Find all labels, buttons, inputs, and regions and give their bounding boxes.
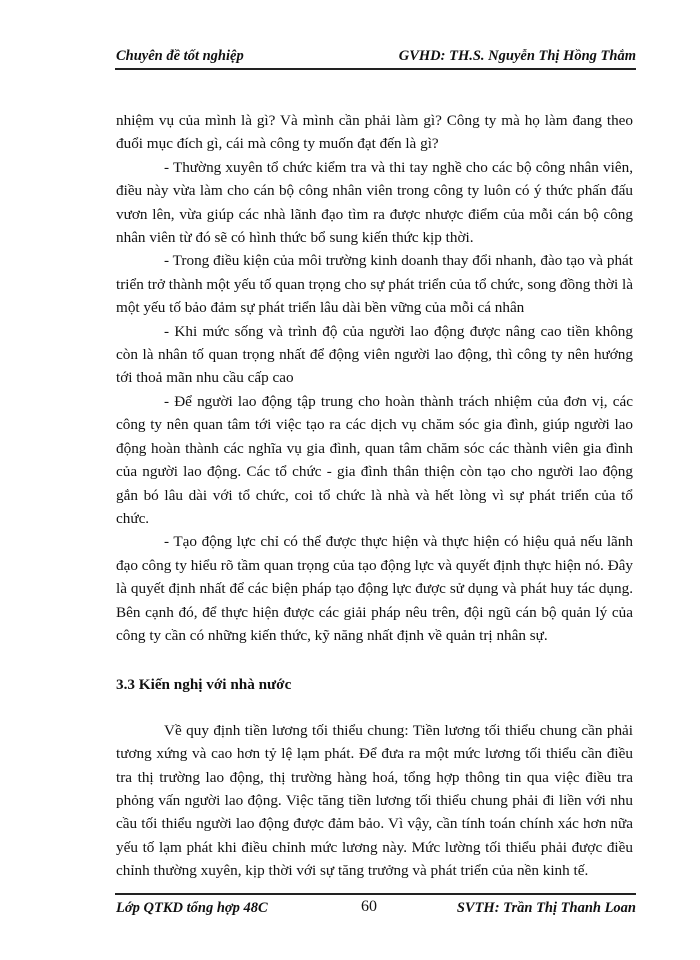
page-number: 60 — [361, 898, 377, 915]
paragraph-bullet-1: - Thường xuyên tổ chức kiểm tra và thi tay nghề cho các bộ công nhân viên, điều này vừa làm cho cán bộ công nhân viên trong công ty luôn có ý thức phấn đấu vươn lên, vừa giúp các nhà lãnh đạo tìm ra được nhược điểm của mỗi cán bộ công nhân viên từ đó sẽ có hình thức bổ sung kiến thức kịp thời. — [116, 158, 633, 247]
footer-student: SVTH: Trần Thị Thanh Loan — [456, 900, 636, 916]
paragraph-bullet-5: - Tạo động lực chỉ có thể được thực hiện và thực hiện có hiệu quả nếu lãnh đạo công ty hiểu rõ tầm quan trọng của tạo động lực và quyết định thực hiện nó. Đây là quyết định nhất để các biện pháp tạo động lực được sử dụng và phát huy tác dụng. Bên cạnh đó, để thực hiện được các giải pháp nêu trên, đội ngũ cán bộ quản lý của công ty cần có những kiến thức, kỹ năng nhất định về quản trị nhân sự. — [116, 533, 633, 644]
paragraph-bullet-4: - Để người lao động tập trung cho hoàn thành trách nhiệm của đơn vị, các công ty nên quan tâm tới việc tạo ra các dịch vụ chăm sóc gia đình, giúp người lao động hoàn thành các nghĩa vụ gia đình, quan tâm chăm sóc các thành viên gia đình của người lao động. Các tổ chức - gia đình thân thiện còn tạo cho người lao động gắn bó lâu dài với tổ chức, coi tổ chức là nhà và hết lòng vì sự phát triển của tổ chức. — [116, 392, 633, 527]
page-body — [116, 109, 633, 883]
page-header — [115, 46, 636, 70]
section-heading: 3.3 Kiến nghị với nhà nước — [116, 676, 292, 694]
paragraph-bullet-3: - Khi mức sống và trình độ của người lao động được nâng cao tiền không còn là nhân tố quan trọng nhất để động viên người lao động, thì công ty nên hướng tới thoả mãn nhu cầu cấp cao — [116, 322, 633, 387]
page-footer — [115, 893, 636, 919]
header-advisor: GVHD: TH.S. Nguyễn Thị Hồng Thắm — [398, 48, 636, 64]
paragraph-bullet-2: - Trong điều kiện của môi trường kinh doanh thay đổi nhanh, đào tạo và phát triển trở thành một yếu tố quan trọng cho sự phát triển của tổ chức, song đồng thời là một yếu tố bảo đảm sự phát triển lâu dài bền vững của mỗi cá nhân — [116, 252, 633, 317]
paragraph-continuation: nhiệm vụ của mình là gì? Và mình cần phải làm gì? Công ty mà họ làm đang theo đuổi mục đích gì, cái mà công ty muốn đạt đến là gì? — [116, 112, 633, 153]
header-document-type: Chuyên đề tốt nghiệp — [116, 48, 244, 64]
section-paragraph: Về quy định tiền lương tối thiểu chung: Tiền lương tối thiểu chung cần phải tương xứng và cao hơn tỷ lệ lạm phát. Để đưa ra một mức lương tối thiểu cần điều tra thị trường lao động, thị trường hàng hoá, tổng hợp thông tin qua việc điều tra phỏng vấn người lao động. Việc tăng tiền lương tối thiểu chung phải đi liền với nhu cầu tối thiểu người lao động được đảm bảo. Vì vậy, cần tính toán chính xác hơn nữa yếu tố lạm phát khi điều chỉnh mức lương này. Mức lường tối thiểu phải được điều chỉnh thường xuyên, kịp thời với sự tăng trưởng và phát triển của nền kinh tế. — [116, 721, 633, 880]
footer-class: Lớp QTKD tổng hợp 48C — [116, 900, 268, 916]
